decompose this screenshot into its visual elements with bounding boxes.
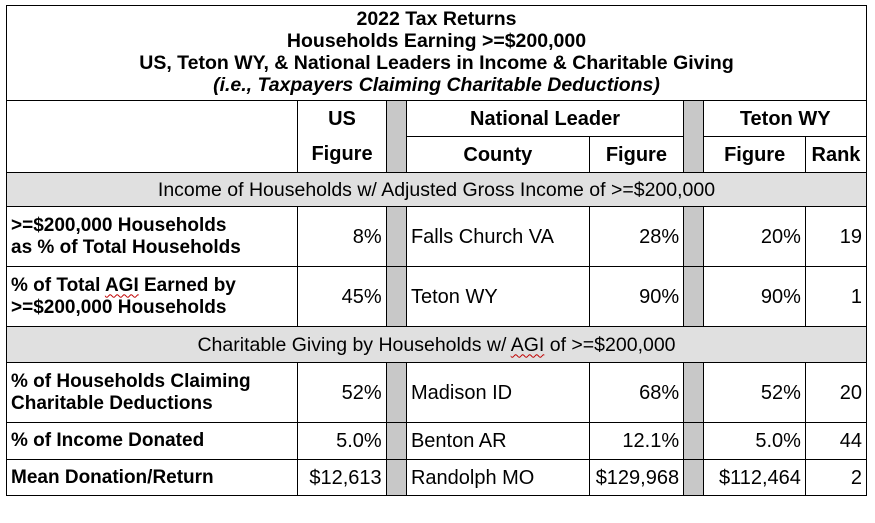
header-nl-county: County xyxy=(406,137,589,173)
teton-figure: $112,464 xyxy=(704,460,806,496)
row-label-agi: AGI xyxy=(104,274,139,296)
separator-cell xyxy=(386,207,406,267)
table-row xyxy=(7,363,867,423)
section-income: Income of Households w/ Adjusted Gross Income of >=$200,000 xyxy=(7,173,867,207)
separator-cell xyxy=(684,423,704,460)
header-blank-cell xyxy=(7,101,298,173)
header-national-leader: National Leader xyxy=(406,101,683,137)
title-line-4: (i.e., Taxpayers Claiming Charitable Deductions) xyxy=(213,74,660,96)
leader-county: Teton WY xyxy=(406,267,589,327)
row-label-part: % of Total xyxy=(11,274,105,296)
row-label-part: Earned by xyxy=(138,274,236,296)
table-row xyxy=(7,460,867,496)
header-row-1 xyxy=(7,101,867,137)
us-figure: 8% xyxy=(298,207,386,267)
row-label-line-1: % of Households Claiming xyxy=(11,370,251,392)
teton-figure: 5.0% xyxy=(704,423,806,460)
leader-county: Falls Church VA xyxy=(406,207,589,267)
leader-figure: 90% xyxy=(589,267,683,327)
table-title xyxy=(7,6,867,101)
us-figure: 5.0% xyxy=(298,423,386,460)
separator-cell xyxy=(386,423,406,460)
section-giving-agi: AGI xyxy=(510,333,545,356)
leader-county: Benton AR xyxy=(406,423,589,460)
row-label-line-2: >=$200,000 Households xyxy=(11,296,227,318)
separator-cell xyxy=(684,363,704,423)
leader-county: Madison ID xyxy=(406,363,589,423)
table-row xyxy=(7,207,867,267)
row-label-line-1: >=$200,000 Households xyxy=(11,214,227,236)
header-nl-figure: Figure xyxy=(589,137,683,173)
us-figure: 45% xyxy=(298,267,386,327)
separator-cell xyxy=(684,460,704,496)
leader-figure: 28% xyxy=(589,207,683,267)
title-row xyxy=(7,6,867,101)
teton-rank: 1 xyxy=(805,267,866,327)
row-label: % of Income Donated xyxy=(7,423,298,460)
separator-cell xyxy=(386,460,406,496)
separator-1 xyxy=(386,101,406,173)
section-row-giving xyxy=(7,327,867,363)
leader-figure: $129,968 xyxy=(589,460,683,496)
section-giving-part: Charitable Giving by Households w/ xyxy=(197,333,511,356)
header-teton: Teton WY xyxy=(704,101,867,137)
teton-figure: 20% xyxy=(704,207,806,267)
tax-returns-table xyxy=(6,5,867,496)
us-figure: $12,613 xyxy=(298,460,386,496)
teton-rank: 19 xyxy=(805,207,866,267)
table-row xyxy=(7,423,867,460)
teton-rank: 44 xyxy=(805,423,866,460)
leader-figure: 12.1% xyxy=(589,423,683,460)
separator-2 xyxy=(684,101,704,173)
title-line-2: Households Earning >=$200,000 xyxy=(286,30,587,52)
section-giving xyxy=(7,327,867,363)
title-line-1: 2022 Tax Returns xyxy=(356,8,517,30)
teton-figure: 90% xyxy=(704,267,806,327)
row-label xyxy=(7,363,298,423)
separator-cell xyxy=(386,267,406,327)
row-label-line-1 xyxy=(11,275,293,297)
row-label xyxy=(7,267,298,327)
row-label-line-2: Charitable Deductions xyxy=(11,392,213,414)
teton-figure: 52% xyxy=(704,363,806,423)
us-figure: 52% xyxy=(298,363,386,423)
header-teton-figure: Figure xyxy=(704,137,806,173)
header-us-figure: Figure xyxy=(298,137,386,173)
teton-rank: 20 xyxy=(805,363,866,423)
separator-cell xyxy=(684,207,704,267)
leader-figure: 68% xyxy=(589,363,683,423)
row-label-line-2: as % of Total Households xyxy=(11,236,241,258)
title-line-3: US, Teton WY, & National Leaders in Income & Charitable Giving xyxy=(139,52,734,74)
header-teton-rank: Rank xyxy=(805,137,866,173)
separator-cell xyxy=(386,363,406,423)
row-label: Mean Donation/Return xyxy=(7,460,298,496)
section-row-income xyxy=(7,173,867,207)
leader-county: Randolph MO xyxy=(406,460,589,496)
row-label xyxy=(7,207,298,267)
separator-cell xyxy=(684,267,704,327)
table-row xyxy=(7,267,867,327)
teton-rank: 2 xyxy=(805,460,866,496)
header-us: US xyxy=(298,101,386,137)
section-giving-part: of >=$200,000 xyxy=(544,333,676,356)
